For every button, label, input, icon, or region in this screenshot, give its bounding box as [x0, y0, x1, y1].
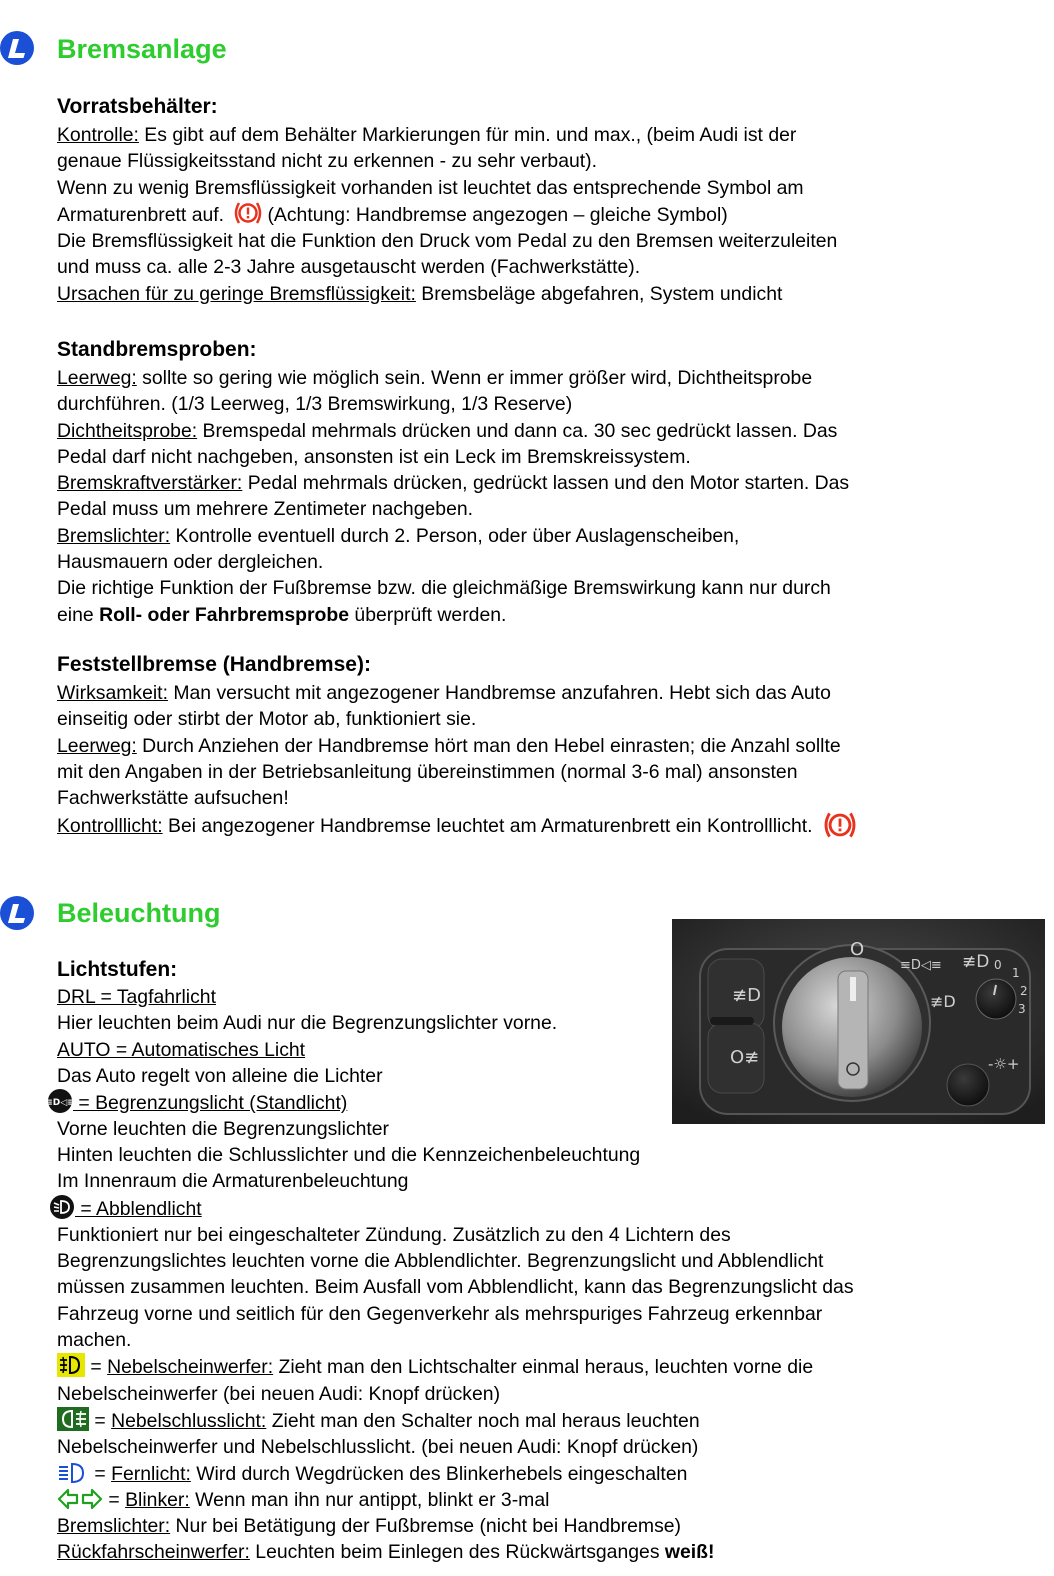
brake-warning-icon [822, 811, 858, 839]
text: Hinten leuchten die Schlusslichter und die Kennzeichenbeleuchtung [57, 1144, 641, 1166]
heading-lichtstufen: Lichtstufen: [57, 958, 178, 981]
bold-text: Roll- oder Fahrbremsprobe [99, 603, 350, 626]
label-fernlicht: Fernlicht: [111, 1462, 191, 1485]
brake-warning-icon [233, 201, 263, 225]
fog-light-icon [57, 1353, 85, 1377]
svg-text:≢D: ≢D [732, 985, 761, 1006]
label-rueckfahrscheinwerfer: Rückfahrscheinwerfer: [57, 1541, 250, 1564]
heading-standbremsproben: Standbremsproben: [57, 338, 257, 361]
label-leerweg: Leerweg: [57, 734, 137, 757]
text: Zieht man den Schalter noch mal heraus leuchten [266, 1409, 700, 1432]
dial-off-label: O [850, 939, 865, 960]
lichtstufen-text [45, 984, 667, 1143]
label-bremslichter: Bremslichter: [57, 524, 171, 547]
text: Es gibt auf dem Behälter Markierungen für min. und max., (beim Audi ist der [138, 124, 797, 146]
text: Funktioniert nur bei eingeschalteter Zündung. Zusätzlich zu den 4 Lichtern des [57, 1223, 731, 1246]
high-beam-icon [57, 1462, 89, 1484]
text: Wenn zu wenig Bremsflüssigkeit vorhanden ist leuchtet das entsprechende Symbol am [57, 176, 804, 199]
stand-text [57, 365, 1002, 628]
text: Im Innenraum die Armaturenbeleuchtung [57, 1170, 409, 1193]
svg-text:O≢: O≢ [730, 1047, 760, 1068]
text: überprüft werden. [349, 603, 507, 626]
text: genaue Flüssigkeitsstand nicht zu erkennen - zu sehr verbaut). [57, 150, 598, 173]
label-kontrolle: Kontrolle: [57, 124, 139, 146]
label-kontrolllicht: Kontrolllicht: [57, 815, 163, 838]
svg-text:≢D: ≢D [930, 992, 956, 1011]
text: Leuchten beim Einlegen des Rückwärtsganges [249, 1541, 665, 1564]
label-nebelschlusslicht: Nebelschlusslicht: [111, 1409, 267, 1432]
dial-label-1: 1 [1012, 966, 1020, 980]
light-switch-photo [672, 919, 1045, 1124]
label-dichtheitsprobe: Dichtheitsprobe: [57, 419, 198, 442]
text: Die Bremsflüssigkeit hat die Funktion den Druck vom Pedal zu den Bremsen weiterzuleiten [57, 230, 838, 253]
text: = [89, 1409, 112, 1432]
text: und muss ca. alle 2-3 Jahre ausgetauscht werden (Fachwerkstätte). [57, 256, 641, 279]
beleuchtung-text [57, 1142, 1002, 1566]
svg-text:≡D◁≡: ≡D◁≡ [45, 1098, 75, 1109]
section-logo-icon [0, 31, 34, 65]
text: = [85, 1356, 108, 1379]
text: Nebelscheinwerfer (bei neuen Audi: Knopf drücken) [57, 1382, 501, 1405]
turn-signal-icon [57, 1488, 103, 1510]
text: durchführen. (1/3 Leerweg, 1/3 Bremswirkung, 1/3 Reserve) [57, 393, 573, 416]
heading-vorratsbehaelter: Vorratsbehälter: [57, 95, 218, 118]
text: Fahrzeug vorne und seitlich für den Gegenverkehr als mehrspuriges Fahrzeug erkennbar [57, 1302, 823, 1325]
text: Vorne leuchten die Begrenzungslichter [57, 1118, 390, 1141]
section-logo-icon [0, 896, 34, 930]
label-drl: DRL = Tagfahrlicht [57, 986, 216, 1008]
text: müssen zusammen leuchten. Beim Ausfall vom Abblendlicht, kann das Begrenzungslicht das [57, 1276, 854, 1299]
text: mit den Angaben in der Betriebsanleitung übereinstimmen (normal 3-6 mal) ansonsten [57, 760, 798, 783]
vorrat-text [57, 122, 1002, 307]
text: Nebelscheinwerfer und Nebelschlusslicht. (bei neuen Audi: Knopf drücken) [57, 1436, 699, 1459]
text: Bremsbeläge abgefahren, System undicht [415, 282, 783, 305]
svg-text:≡D◁≡: ≡D◁≡ [900, 958, 942, 973]
text: = [103, 1488, 126, 1511]
dial-label-3: 3 [1018, 1002, 1026, 1016]
text: Begrenzungslichtes leuchten vorne die Abblendlichter. Begrenzungslicht und Abblendlicht [57, 1250, 824, 1273]
text: sollte so gering wie möglich sein. Wenn er immer größer wird, Dichtheitsprobe [136, 367, 813, 389]
svg-text:-☼+: -☼+ [988, 1055, 1020, 1073]
text: Wenn man ihn nur antippt, blinkt er 3-mal [189, 1488, 550, 1511]
dial-label-2: 2 [1020, 984, 1028, 998]
text: Die richtige Funktion der Fußbremse bzw. die gleichmäßige Bremswirkung kann nur durch [57, 577, 831, 600]
text: Fachwerkstätte aufsuchen! [57, 787, 289, 810]
text: machen. [57, 1329, 132, 1352]
label-leerweg: Leerweg: [57, 367, 137, 389]
text: Kontrolle eventuell durch 2. Person, oder über Auslagenscheiben, [170, 524, 740, 547]
label-abblendlicht: = Abblendlicht [75, 1197, 202, 1220]
text: Pedal muss um mehrere Zentimeter nachgeben. [57, 498, 474, 521]
text: einseitig oder stirbt der Motor ab, funktioniert sie. [57, 708, 477, 731]
text: Pedal mehrmals drücken, gedrückt lassen und den Motor starten. Das [242, 472, 850, 495]
label-blinker: Blinker: [125, 1488, 190, 1511]
section-title-bremsanlage: Bremsanlage [57, 34, 227, 64]
text: Das Auto regelt von alleine die Lichter [57, 1064, 383, 1087]
label-ursachen: Ursachen für zu geringe Bremsflüssigkeit: [57, 282, 416, 305]
text: Wird durch Wegdrücken des Blinkerhebels eingeschalten [190, 1462, 688, 1485]
text: Pedal darf nicht nachgeben, ansonsten ist ein Leck im Bremskreissystem. [57, 445, 691, 468]
text: (Achtung: Handbremse angezogen – gleiche Symbol) [267, 203, 728, 226]
text: = [89, 1462, 112, 1485]
label-auto: AUTO = Automatisches Licht [57, 1038, 306, 1061]
heading-feststellbremse: Feststellbremse (Handbremse): [57, 653, 371, 676]
text: Armaturenbrett auf. [57, 203, 230, 226]
text: Durch Anziehen der Handbremse hört man den Hebel einrasten; die Anzahl sollte [136, 734, 841, 757]
text: Nur bei Betätigung der Fußbremse (nicht bei Handbremse) [170, 1515, 682, 1538]
section-title-beleuchtung: Beleuchtung [57, 898, 221, 928]
text: eine [57, 603, 100, 626]
label-bremslichter: Bremslichter: [57, 1515, 171, 1538]
dial-label-0: 0 [994, 958, 1002, 972]
label-wirksamkeit: Wirksamkeit: [57, 682, 168, 704]
text: Zieht man den Lichtschalter einmal heraus, leuchten vorne die [273, 1356, 814, 1379]
text: Hier leuchten beim Audi nur die Begrenzungslichter vorne. [57, 1012, 558, 1035]
label-nebelscheinwerfer: Nebelscheinwerfer: [107, 1356, 274, 1379]
svg-text:≢D: ≢D [962, 952, 990, 972]
label-bremskraftverstaerker: Bremskraftverstärker: [57, 472, 243, 495]
text: Hausmauern oder dergleichen. [57, 551, 324, 574]
low-beam-icon [49, 1195, 75, 1219]
fest-text [57, 680, 1002, 840]
parking-light-icon [47, 1089, 73, 1113]
text: Man versucht mit angezogener Handbremse anzufahren. Hebt sich das Auto [167, 682, 831, 704]
text: Bremspedal mehrmals drücken und dann ca. 30 sec gedrückt lassen. Das [197, 419, 838, 442]
rear-fog-light-icon [57, 1407, 89, 1431]
text: Bei angezogener Handbremse leuchtet am Armaturenbrett ein Kontrolllicht. [162, 815, 818, 838]
label-begrenzungslicht: = Begrenzungslicht (Standlicht) [73, 1092, 348, 1115]
bold-text: weiß! [664, 1541, 715, 1564]
